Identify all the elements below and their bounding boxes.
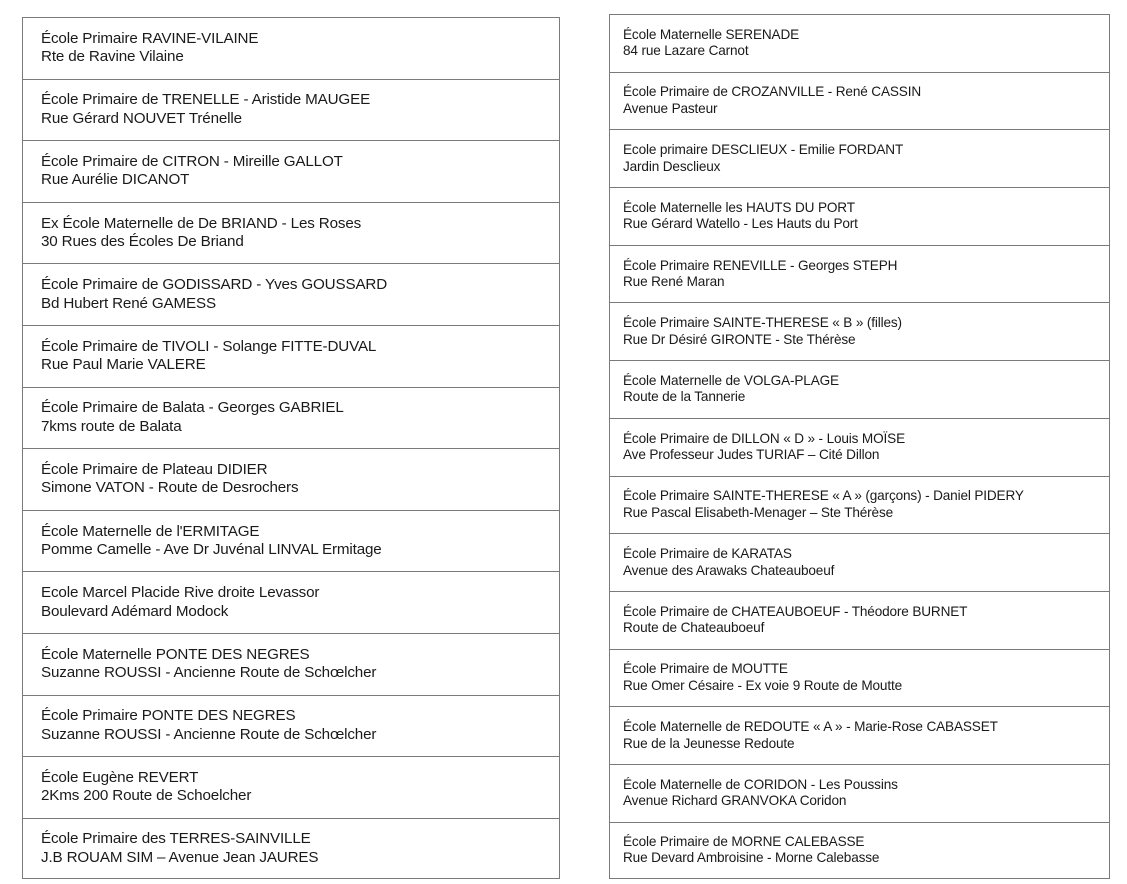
school-name: Ecole primaire DESCLIEUX - Emilie FORDANT: [623, 142, 904, 158]
school-name: École Primaire PONTE DES NEGRES: [41, 707, 296, 725]
school-name: École Primaire des TERRES-SAINVILLE: [41, 829, 311, 847]
school-address: Avenue Richard GRANVOKA Coridon: [623, 793, 847, 809]
school-row: [609, 706, 1110, 764]
school-address: Suzanne ROUSSI - Ancienne Route de Schœlcher: [41, 725, 377, 743]
school-name: École Primaire de MORNE CALEBASSE: [623, 833, 865, 849]
school-address: Rue de la Jeunesse Redoute: [623, 735, 795, 751]
school-name: École Primaire de TIVOLI - Solange FITTE-DUVAL: [41, 337, 377, 355]
school-row: [609, 302, 1110, 360]
school-row: [22, 325, 560, 387]
school-row: [609, 591, 1110, 649]
school-table-left: [22, 17, 560, 879]
school-name: École Primaire de CITRON - Mireille GALLOT: [41, 152, 343, 170]
school-address: Rue Paul Marie VALERE: [41, 356, 206, 374]
school-name: École Primaire de DILLON « D » - Louis MOÏSE: [623, 430, 905, 446]
school-row: [609, 764, 1110, 822]
school-name: École Primaire de CROZANVILLE - René CASSIN: [623, 84, 922, 100]
school-address: Rue Gérard Watello - Les Hauts du Port: [623, 216, 858, 232]
school-row: [609, 187, 1110, 245]
school-row: [22, 695, 560, 757]
school-row: [22, 202, 560, 264]
school-row: [609, 418, 1110, 476]
school-address: Rue Devard Ambroisine - Morne Calebasse: [623, 850, 880, 866]
school-name: École Eugène REVERT: [41, 768, 199, 786]
school-row: [22, 140, 560, 202]
school-name: École Primaire RENEVILLE - Georges STEPH: [623, 257, 898, 273]
school-name: École Maternelle SERENADE: [623, 26, 800, 42]
school-row: [609, 245, 1110, 303]
school-name: École Maternelle PONTE DES NEGRES: [41, 645, 310, 663]
school-row: [22, 387, 560, 449]
school-row: [609, 476, 1110, 534]
school-address: Rue Omer Césaire - Ex voie 9 Route de Moutte: [623, 677, 902, 693]
school-row: [22, 818, 560, 880]
school-name: École Primaire RAVINE-VILAINE: [41, 29, 259, 47]
school-name: École Maternelle de CORIDON - Les Poussins: [623, 776, 898, 792]
school-row: [22, 448, 560, 510]
school-name: École Primaire SAINTE-THERESE « A » (garçons) - Daniel PIDERY: [623, 488, 1024, 504]
school-address: 7kms route de Balata: [41, 417, 182, 435]
school-row: [22, 263, 560, 325]
school-row: [609, 533, 1110, 591]
school-row: [22, 17, 560, 79]
school-name: Ecole Marcel Placide Rive droite Levassor: [41, 584, 320, 602]
school-address: 30 Rues des Écoles De Briand: [41, 233, 244, 251]
school-address: Bd Hubert René GAMESS: [41, 294, 216, 312]
school-row: [609, 14, 1110, 72]
school-name: École Maternelle de l'ERMITAGE: [41, 522, 260, 540]
school-address: Route de Chateauboeuf: [623, 620, 765, 636]
school-address: Jardin Desclieux: [623, 158, 721, 174]
school-address: Suzanne ROUSSI - Ancienne Route de Schœlcher: [41, 664, 377, 682]
school-name: École Primaire de GODISSARD - Yves GOUSSARD: [41, 276, 388, 294]
school-name: École Primaire de TRENELLE - Aristide MAUGEE: [41, 91, 371, 109]
school-name: École Primaire de Balata - Georges GABRIEL: [41, 399, 344, 417]
school-address: Rue Gérard NOUVET Trénelle: [41, 109, 242, 127]
school-address: Rte de Ravine Vilaine: [41, 48, 184, 66]
school-address: Avenue Pasteur: [623, 101, 718, 117]
school-name: École Primaire de KARATAS: [623, 545, 792, 561]
school-name: École Primaire SAINTE-THERESE « B » (filles): [623, 315, 902, 331]
school-name: École Maternelle de REDOUTE « A » - Marie-Rose CABASSET: [623, 719, 998, 735]
school-row: [609, 72, 1110, 130]
school-row: [609, 129, 1110, 187]
school-name: École Primaire de Plateau DIDIER: [41, 460, 268, 478]
school-address: Avenue des Arawaks Chateauboeuf: [623, 562, 835, 578]
school-name: École Primaire de CHATEAUBOEUF - Théodore BURNET: [623, 603, 968, 619]
school-address: Rue Aurélie DICANOT: [41, 171, 190, 189]
school-row: [22, 510, 560, 572]
school-name: École Maternelle les HAUTS DU PORT: [623, 199, 855, 215]
school-row: [609, 360, 1110, 418]
school-address: Rue Pascal Elisabeth-Menager – Ste Thérèse: [623, 504, 894, 520]
school-address: Pomme Camelle - Ave Dr Juvénal LINVAL Ermitage: [41, 541, 382, 559]
school-address: 2Kms 200 Route de Schoelcher: [41, 787, 252, 805]
school-name: École Maternelle de VOLGA-PLAGE: [623, 372, 839, 388]
school-address: Rue Dr Désiré GIRONTE - Ste Thérèse: [623, 331, 856, 347]
school-name: École Primaire de MOUTTE: [623, 661, 788, 677]
school-address: Boulevard Adémard Modock: [41, 602, 229, 620]
school-table-right: [609, 14, 1110, 879]
school-row: [609, 822, 1110, 880]
school-address: Simone VATON - Route de Desrochers: [41, 479, 299, 497]
school-address: J.B ROUAM SIM – Avenue Jean JAURES: [41, 848, 319, 866]
school-address: Ave Professeur Judes TURIAF – Cité Dillon: [623, 447, 880, 463]
school-row: [22, 79, 560, 141]
school-name: Ex École Maternelle de De BRIAND - Les Roses: [41, 214, 362, 232]
school-row: [609, 649, 1110, 707]
school-address: Route de la Tannerie: [623, 389, 746, 405]
school-address: Rue René Maran: [623, 274, 725, 290]
school-row: [22, 756, 560, 818]
school-row: [22, 633, 560, 695]
school-row: [22, 571, 560, 633]
school-address: 84 rue Lazare Carnot: [623, 43, 749, 59]
